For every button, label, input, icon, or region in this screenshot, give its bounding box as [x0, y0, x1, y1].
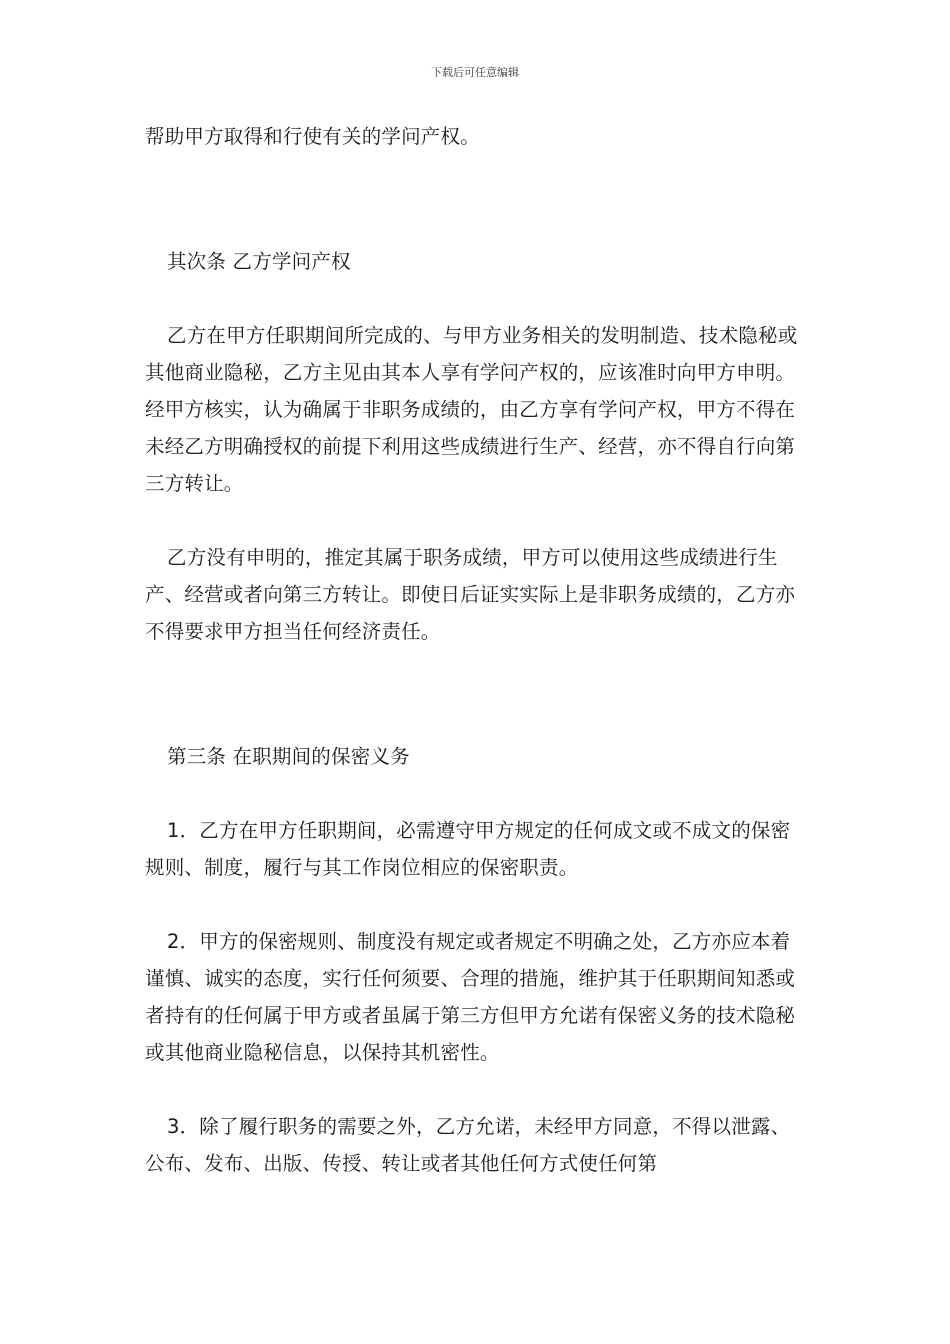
spacer [145, 1071, 809, 1108]
spacer [145, 775, 809, 812]
spacer [145, 280, 809, 317]
document-body [145, 118, 809, 1182]
spacer [145, 886, 809, 923]
section3-item-1: 1．乙方在甲方任职期间，必需遵守甲方规定的任何成文或不成文的保密规则、制度，履行与其工作岗位相应的保密职责。 [145, 819, 791, 879]
section3-item-2: 2．甲方的保密规则、制度没有规定或者规定不明确之处，乙方亦应本着谨慎、诚实的态度，实行任何须要、合理的措施，维护其于任职期间知悉或者持有的任何属于甲方或者虽属于第三方但甲方允诺有保密义务的技术隐秘或其他商业隐秘信息，以保持其机密性。 [145, 930, 796, 1064]
page-header: 下载后可任意编辑 [431, 66, 519, 79]
spacer [145, 502, 809, 539]
section-heading-3: 第三条 在职期间的保密义务 [167, 745, 410, 768]
paragraph-continued: 帮助甲方取得和行使有关的学问产权。 [145, 125, 480, 148]
section2-paragraph-2: 乙方没有申明的，推定其属于职务成绩，甲方可以使用这些成绩进行生产、经营或者向第三方转让。即使日后证实实际上是非职务成绩的，乙方亦不得要求甲方担当任何经济责任。 [145, 546, 796, 643]
spacer [145, 155, 809, 243]
section2-paragraph-1: 乙方在甲方任职期间所完成的、与甲方业务相关的发明制造、技术隐秘或其他商业隐秘，乙方主见由其本人享有学问产权的，应该准时向甲方申明。经甲方核实，认为确属于非职务成绩的，由乙方享有学问产权，甲方不得在未经乙方明确授权的前提下利用这些成绩进行生产、经营，亦不得自行向第三方转让。 [145, 324, 798, 495]
section3-item-3: 3．除了履行职务的需要之外，乙方允诺，未经甲方同意，不得以泄露、公布、发布、出版、传授、转让或者其他任何方式使任何第 [145, 1115, 791, 1175]
spacer [145, 650, 809, 738]
section-heading-2: 其次条 乙方学问产权 [167, 250, 351, 273]
